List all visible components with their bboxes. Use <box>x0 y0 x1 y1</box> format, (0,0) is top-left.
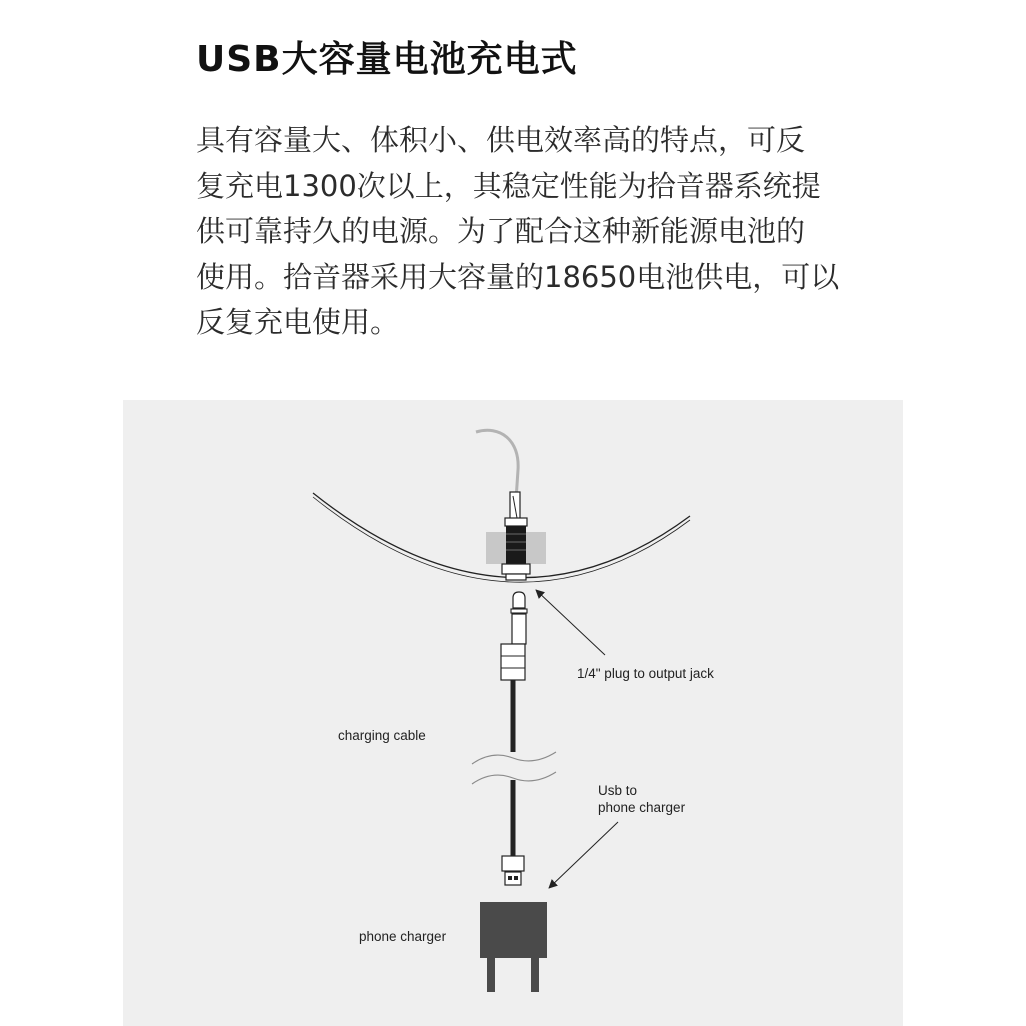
plug-arrow <box>536 590 605 655</box>
plug-label: 1/4" plug to output jack <box>577 666 714 681</box>
description <box>196 118 896 346</box>
usb-arrow <box>549 822 618 888</box>
description-line: 具有容量大、体积小、供电效率高的特点，可反 <box>196 123 806 157</box>
description-line: 供可靠持久的电源。为了配合这种新能源电池的 <box>196 214 806 248</box>
usb-label-line1: Usb to <box>598 783 638 798</box>
charging-diagram <box>123 400 903 1026</box>
description-line: 反复充电使用。 <box>196 305 400 339</box>
quarter-inch-plug <box>501 592 527 680</box>
cable-label: charging cable <box>338 728 426 743</box>
description-line: 复充电1300次以上，其稳定性能为拾音器系统提 <box>196 168 821 203</box>
charger-label: phone charger <box>359 929 447 944</box>
phone-charger <box>480 902 547 992</box>
description-line: 使用。拾音器采用大容量的18650电池供电，可以 <box>196 259 840 294</box>
charging-diagram-svg <box>123 400 903 1026</box>
page-title: USB大容量电池充电式 <box>196 39 578 80</box>
usb-label-line2: phone charger <box>598 800 686 815</box>
pickup-wire <box>476 430 518 500</box>
output-jack <box>486 492 546 580</box>
charging-cable <box>472 680 556 856</box>
usb-plug <box>502 856 524 885</box>
